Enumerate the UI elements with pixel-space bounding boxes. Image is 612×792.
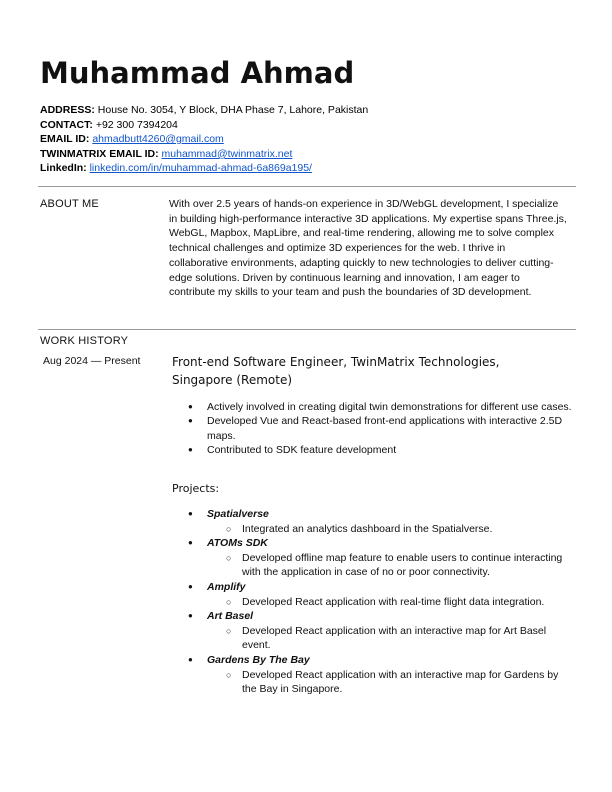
work-email-row (40, 147, 368, 162)
project-item (188, 653, 568, 697)
project-name: ● Gardens By The Bay (188, 653, 568, 668)
address-label: ADDRESS: (40, 104, 95, 116)
about-heading: ABOUT ME (40, 198, 99, 210)
address-value: House No. 3054, Y Block, DHA Phase 7, Lahore, Pakistan (97, 104, 369, 116)
phone-value: +92 300 7394204 (95, 118, 178, 131)
phone-row (40, 118, 368, 133)
project-item (188, 536, 568, 580)
list-item: ● Actively involved in creating digital twin demonstrations for different use cases. (207, 400, 577, 414)
page-title: Muhammad Ahmad (40, 56, 355, 90)
address-row (40, 103, 368, 118)
project-name: ● ATOMs SDK (188, 536, 568, 551)
about-text: With over 2.5 years of hands-on experience in 3D/WebGL development, I specialize in building high-performance interactive 3D applications. My expertise spans Three.js, WebGL, Mapbox, MapLibre, and real-time rendering, allowing me to solve complex technical challenges and optimize 3D experiences for the web. I thrive in collaborative environments, adapting quickly to new technologies to deliver cutting-edge solutions. Driven by continuous learning and innovation, I am eager to contribute my skills to your team and push the boundaries of 3D development. (169, 198, 567, 299)
job-date: Aug 2024 — Present (43, 355, 141, 367)
project-description: ○ Developed offline map feature to enable users to continue interacting with the application in case of no or poor connectivity. (242, 551, 568, 580)
linkedin-row (40, 161, 368, 176)
project-name: ● Amplify (188, 580, 568, 595)
divider (38, 329, 576, 330)
project-name: ● Spatialverse (188, 507, 568, 522)
list-item: ● Developed Vue and React-based front-end applications with interactive 2.5D maps. (207, 414, 577, 443)
project-item (188, 507, 568, 536)
project-item (188, 580, 568, 609)
job-title: Front-end Software Engineer, TwinMatrix Technologies, Singapore (Remote) (172, 355, 500, 387)
email-link[interactable]: ahmadbutt4260@gmail.com (92, 133, 224, 146)
project-description: ○ Integrated an analytics dashboard in the Spatialverse. (242, 522, 568, 537)
linkedin-label: LinkedIn: (40, 162, 87, 175)
email-label: EMAIL ID: (40, 133, 90, 146)
project-item (188, 609, 568, 653)
project-description: ○ Developed React application with an interactive map for Art Basel event. (242, 624, 568, 653)
duties-list (188, 400, 577, 457)
project-name: ● Art Basel (188, 609, 568, 624)
work-email-link[interactable]: muhammad@twinmatrix.net (161, 147, 293, 160)
contact-block (40, 103, 368, 176)
projects-list (188, 507, 568, 697)
contact-label: CONTACT: (40, 118, 93, 131)
work-history-heading: WORK HISTORY (40, 335, 129, 347)
divider (38, 186, 576, 187)
linkedin-link[interactable]: linkedin.com/in/muhammad-ahmad-6a869a195/ (89, 162, 312, 175)
list-item: ● Contributed to SDK feature development (207, 443, 577, 457)
email-row (40, 132, 368, 147)
work-email-label: TWINMATRIX EMAIL ID: (40, 147, 159, 160)
projects-label: Projects: (172, 482, 220, 495)
project-description: ○ Developed React application with real-time flight data integration. (242, 595, 568, 610)
project-description: ○ Developed React application with an interactive map for Gardens by the Bay in Singapore. (242, 668, 568, 697)
